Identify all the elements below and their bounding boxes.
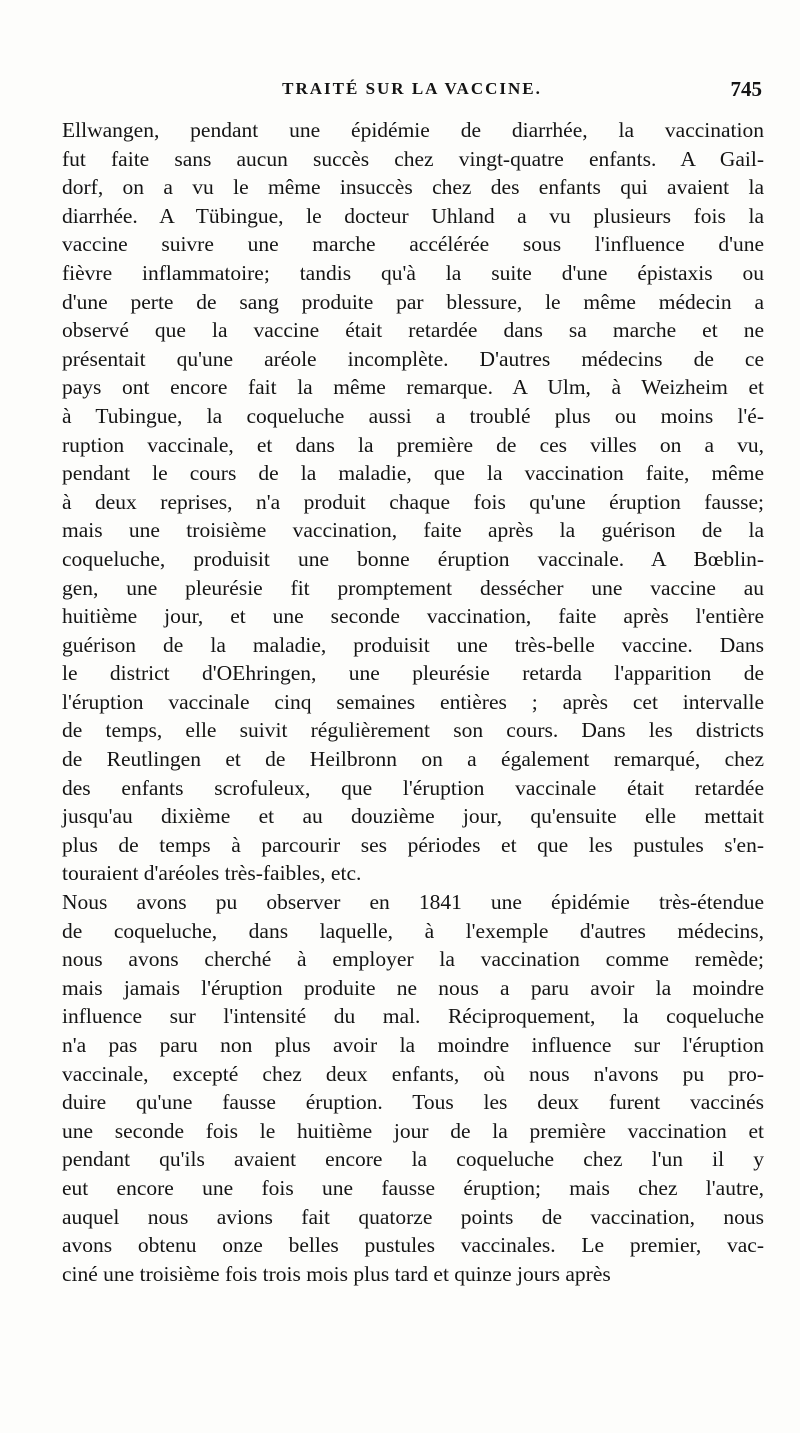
text-line: de temps, elle suivit régulièrement son cours. Dans les districts	[62, 718, 764, 743]
running-head	[62, 76, 762, 102]
text-line: ciné une troisième fois trois mois plus tard et quinze jours après	[62, 1261, 611, 1286]
text-line: coqueluche, produisit une bonne éruption vaccinale. A Bœblin-	[62, 546, 764, 571]
text-line: eut encore une fois une fausse éruption; mais chez l'autre,	[62, 1175, 764, 1200]
page-number: 745	[730, 77, 762, 101]
text-line: gen, une pleurésie fit promptement dessécher une vaccine au	[62, 575, 764, 600]
text-line: vaccinale, excepté chez deux enfants, où nous n'avons pu pro-	[62, 1061, 764, 1086]
text-line: jusqu'au dixième et au douzième jour, qu'ensuite elle mettait	[62, 804, 764, 829]
text-line: touraient d'aréoles très-faibles, etc.	[62, 861, 362, 886]
text-line: fièvre inflammatoire; tandis qu'à la suite d'une épistaxis ou	[62, 260, 764, 285]
text-line: de coqueluche, dans laquelle, à l'exemple d'autres médecins,	[62, 918, 764, 943]
text-line: ruption vaccinale, et dans la première de ces villes on a vu,	[62, 432, 764, 457]
text-line: auquel nous avions fait quatorze points de vaccination, nous	[62, 1204, 764, 1229]
text-line: l'éruption vaccinale cinq semaines entières ; après cet intervalle	[62, 689, 764, 714]
text-line: des enfants scrofuleux, que l'éruption vaccinale était retardée	[62, 775, 764, 800]
text-line: de Reutlingen et de Heilbronn on a également remarqué, chez	[62, 747, 764, 772]
text-line: fut faite sans aucun succès chez vingt-quatre enfants. A Gail-	[62, 146, 764, 171]
text-line: mais une troisième vaccination, faite après la guérison de la	[62, 518, 764, 543]
text-line: Ellwangen, pendant une épidémie de diarrhée, la vaccination	[62, 118, 764, 142]
text-line: Nous avons pu observer en 1841 une épidémie très-étendue	[62, 890, 764, 915]
text-line: avons obtenu onze belles pustules vaccinales. Le premier, vac-	[62, 1233, 764, 1258]
text-line: guérison de la maladie, produisit une très-belle vaccine. Dans	[62, 632, 764, 657]
text-line: huitième jour, et une seconde vaccination, faite après l'entière	[62, 604, 764, 629]
text-line: diarrhée. A Tübingue, le docteur Uhland a vu plusieurs fois la	[62, 203, 764, 228]
text-line: vaccine suivre une marche accélérée sous l'influence d'une	[62, 232, 764, 257]
text-line: plus de temps à parcourir ses périodes et que les pustules s'en-	[62, 832, 764, 857]
text-line: d'une perte de sang produite par blessure, le même médecin a	[62, 289, 764, 314]
text-line: observé que la vaccine était retardée dans sa marche et ne	[62, 318, 764, 343]
text-line: à Tubingue, la coqueluche aussi a troublé plus ou moins l'é-	[62, 403, 764, 428]
text-line: influence sur l'intensité du mal. Réciproquement, la coqueluche	[62, 1004, 764, 1029]
text-line: dorf, on a vu le même insuccès chez des enfants qui avaient la	[62, 175, 764, 200]
text-line: mais jamais l'éruption produite ne nous a paru avoir la moindre	[62, 975, 764, 1000]
text-line: pendant le cours de la maladie, que la vaccination faite, même	[62, 461, 764, 486]
text-line: duire qu'une fausse éruption. Tous les deux furent vaccinés	[62, 1090, 764, 1115]
text-line: pays ont encore fait la même remarque. A Ulm, à Weizheim et	[62, 375, 764, 400]
running-title: TRAITÉ SUR LA VACCINE.	[282, 79, 542, 98]
text-line: à deux reprises, n'a produit chaque fois qu'une éruption fausse;	[62, 489, 764, 514]
text-line: le district d'OEhringen, une pleurésie retarda l'apparition de	[62, 661, 764, 686]
text-line: nous avons cherché à employer la vaccination comme remède;	[62, 947, 764, 972]
text-line: présentait qu'une aréole incomplète. D'autres médecins de ce	[62, 346, 764, 371]
body-text	[62, 116, 764, 1288]
text-line: une seconde fois le huitième jour de la première vaccination et	[62, 1118, 764, 1143]
text-line: pendant qu'ils avaient encore la coqueluche chez l'un il y	[62, 1147, 764, 1172]
text-line: n'a pas paru non plus avoir la moindre influence sur l'éruption	[62, 1033, 764, 1057]
